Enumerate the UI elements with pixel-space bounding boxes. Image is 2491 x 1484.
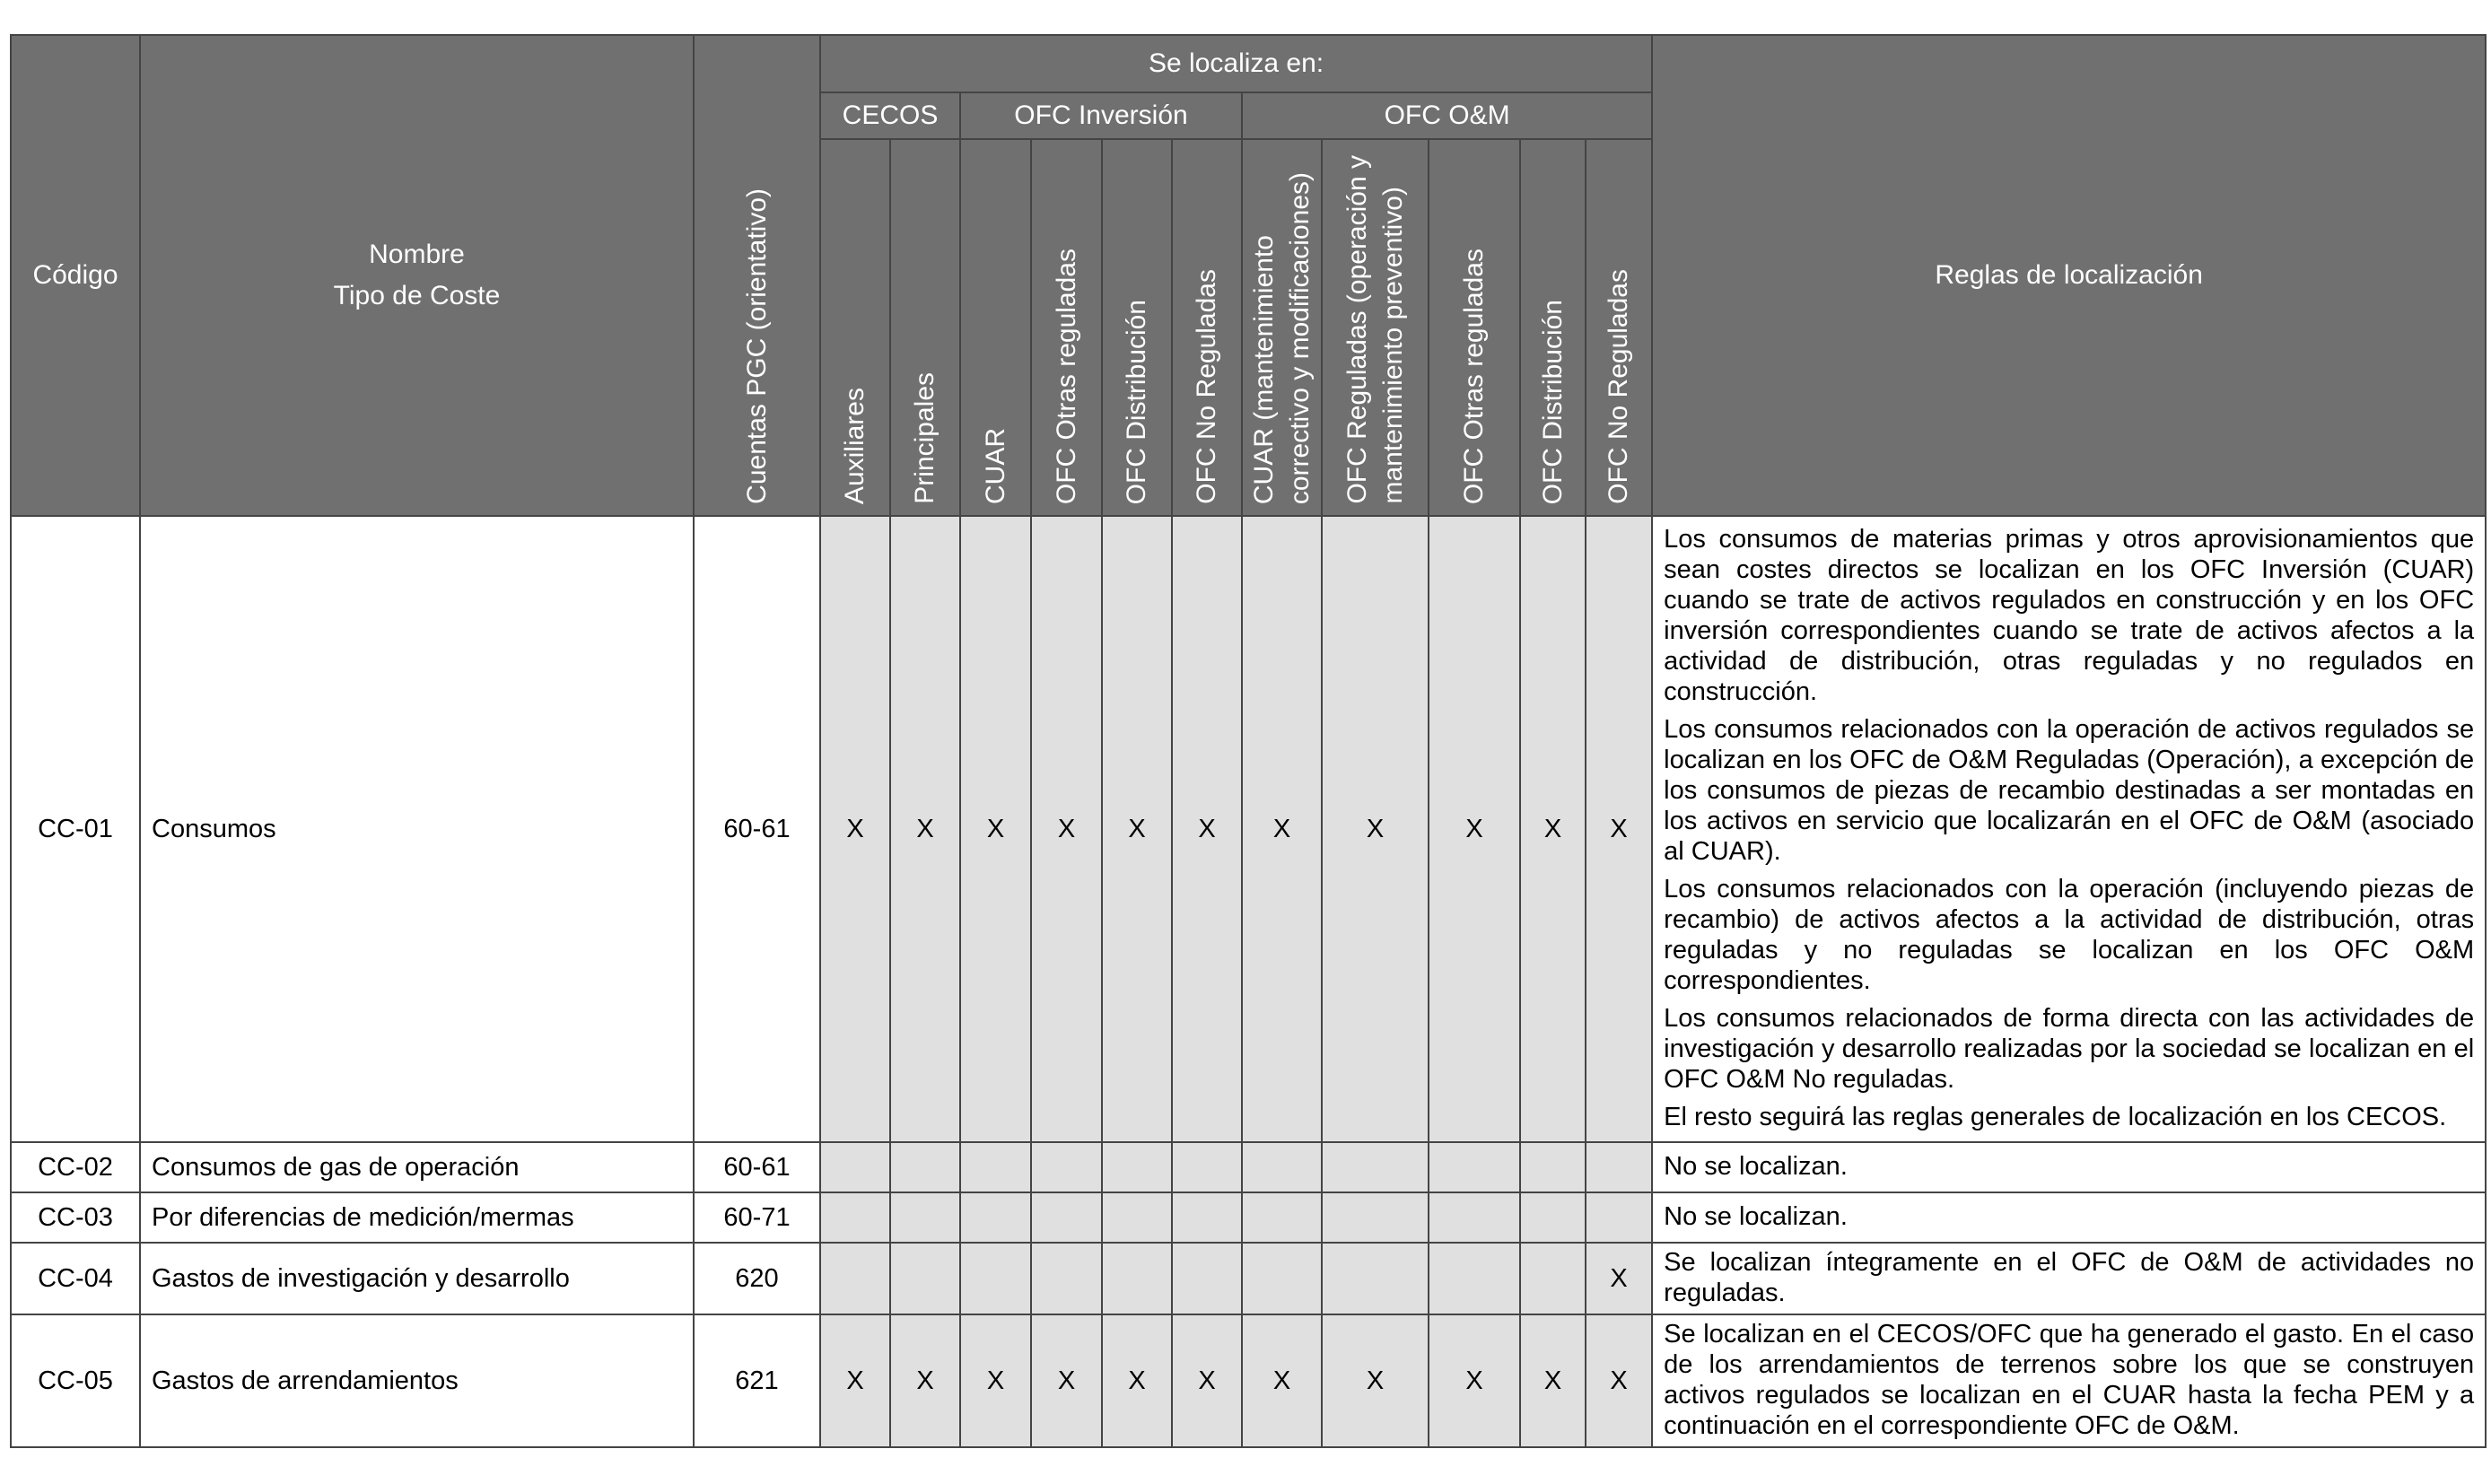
cost-allocation-table — [10, 34, 2487, 1448]
header-col-om-otras-reguladas: OFC Otras reguladas — [1429, 139, 1520, 516]
row-mark: X — [960, 516, 1031, 1142]
row-reglas — [1652, 1243, 2486, 1314]
row-mark — [1322, 1192, 1429, 1243]
row-codigo: CC-03 — [11, 1192, 140, 1243]
row-cuentas: 60-61 — [694, 516, 820, 1142]
row-nombre: Gastos de investigación y desarrollo — [140, 1243, 694, 1314]
row-mark — [1586, 1192, 1652, 1243]
header-col-inv-no-reguladas: OFC No Reguladas — [1172, 139, 1242, 516]
row-reglas — [1652, 516, 2486, 1142]
row-mark — [1031, 1192, 1102, 1243]
header-cuentas — [694, 35, 820, 516]
row-mark — [1172, 1243, 1242, 1314]
header-col-om-cuar-text: CUAR (mantenimiento correctivo y modificaciones) — [1248, 171, 1315, 504]
row-mark — [820, 1192, 890, 1243]
row-mark — [960, 1192, 1031, 1243]
header-reglas: Reglas de localización — [1652, 35, 2486, 516]
row-mark — [890, 1243, 960, 1314]
row-mark: X — [1102, 1314, 1172, 1447]
row-mark — [1322, 1142, 1429, 1192]
row-mark: X — [1586, 516, 1652, 1142]
row-codigo: CC-05 — [11, 1314, 140, 1447]
header-group-ofc-om: OFC O&M — [1242, 92, 1652, 139]
row-mark: X — [1172, 1314, 1242, 1447]
table-row — [11, 1243, 2486, 1314]
row-mark — [890, 1192, 960, 1243]
row-mark: X — [1586, 1314, 1652, 1447]
header-col-om-reguladas-text: OFC Reguladas (operación y mantenimiento preventivo) — [1342, 155, 1408, 504]
row-mark — [1242, 1142, 1322, 1192]
row-cuentas: 620 — [694, 1243, 820, 1314]
row-mark — [1102, 1192, 1172, 1243]
rule-paragraph: Los consumos relacionados con la operación de activos regulados se localizan en los OFC de O&M Reguladas (Operación), a excepción de los consumos de piezas de recambio destinadas a ser montadas en los activos en servicio que localizarán en el OFC de O&M (asociado al CUAR). — [1664, 715, 2475, 866]
rule-paragraph: Los consumos relacionados con la operación (incluyendo piezas de recambio) de activos afectos a la actividad de distribución, otras reguladas y no reguladas se localizan en los OFC O&M correspondientes. — [1664, 875, 2475, 995]
header-col-auxiliares: Auxiliares — [820, 139, 890, 516]
row-mark — [960, 1243, 1031, 1314]
rule-paragraph: No se localizan. — [1664, 1152, 1848, 1181]
row-reglas — [1652, 1314, 2486, 1447]
row-mark: X — [1586, 1243, 1652, 1314]
table-row — [11, 1314, 2486, 1447]
header-col-inv-distribucion: OFC Distribución — [1102, 139, 1172, 516]
row-mark — [1520, 1243, 1586, 1314]
row-mark: X — [1322, 1314, 1429, 1447]
row-mark: X — [1242, 1314, 1322, 1447]
table-row — [11, 516, 2486, 1142]
table-row — [11, 1192, 2486, 1243]
row-mark: X — [820, 1314, 890, 1447]
row-codigo: CC-04 — [11, 1243, 140, 1314]
header-nombre-line2: Tipo de Coste — [333, 281, 501, 310]
row-mark: X — [1102, 516, 1172, 1142]
row-mark: X — [1242, 516, 1322, 1142]
row-mark — [1172, 1142, 1242, 1192]
row-mark — [1429, 1142, 1520, 1192]
header-col-om-cuar — [1242, 139, 1322, 516]
header-col-om-no-reguladas: OFC No Reguladas — [1586, 139, 1652, 516]
row-mark — [1172, 1192, 1242, 1243]
row-mark: X — [1031, 516, 1102, 1142]
row-nombre: Consumos — [140, 516, 694, 1142]
rule-paragraph: El resto seguirá las reglas generales de localización en los CECOS. — [1664, 1103, 2447, 1131]
row-reglas — [1652, 1192, 2486, 1243]
row-mark: X — [890, 516, 960, 1142]
row-mark: X — [1322, 516, 1429, 1142]
header-col-om-distribucion: OFC Distribución — [1520, 139, 1586, 516]
header-col-principales: Principales — [890, 139, 960, 516]
header-nombre-line1: Nombre — [369, 240, 465, 269]
row-nombre: Por diferencias de medición/mermas — [140, 1192, 694, 1243]
row-mark — [1102, 1142, 1172, 1192]
row-cuentas: 60-71 — [694, 1192, 820, 1243]
row-nombre: Gastos de arrendamientos — [140, 1314, 694, 1447]
rule-paragraph: Se localizan en el CECOS/OFC que ha generado el gasto. En el caso de los arrendamientos de terrenos sobre los que se construyen activos regulados se localizan en el CUAR hasta la fecha PEM y a continuación en el correspondiente OFC de O&M. — [1664, 1320, 2475, 1440]
header-nombre — [140, 35, 694, 516]
row-mark — [1242, 1243, 1322, 1314]
row-mark: X — [1429, 1314, 1520, 1447]
row-codigo: CC-02 — [11, 1142, 140, 1192]
row-mark — [960, 1142, 1031, 1192]
row-reglas — [1652, 1142, 2486, 1192]
row-mark — [820, 1142, 890, 1192]
table-header — [11, 35, 2486, 516]
header-codigo: Código — [11, 35, 140, 516]
row-mark — [1322, 1243, 1429, 1314]
row-mark — [1102, 1243, 1172, 1314]
header-cuentas-label: Cuentas PGC (orientativo) — [741, 188, 772, 504]
table-row — [11, 1142, 2486, 1192]
row-mark: X — [1031, 1314, 1102, 1447]
row-mark: X — [890, 1314, 960, 1447]
row-mark — [1586, 1142, 1652, 1192]
rule-paragraph: No se localizan. — [1664, 1202, 1848, 1231]
row-cuentas: 621 — [694, 1314, 820, 1447]
row-nombre: Consumos de gas de operación — [140, 1142, 694, 1192]
row-cuentas: 60-61 — [694, 1142, 820, 1192]
row-mark: X — [820, 516, 890, 1142]
row-mark: X — [1520, 516, 1586, 1142]
header-group-ofc-inversion: OFC Inversión — [960, 92, 1242, 139]
rule-paragraph: Los consumos relacionados de forma directa con las actividades de investigación y desarrollo realizadas por la sociedad se localizan en el OFC O&M No reguladas. — [1664, 1004, 2475, 1094]
row-mark — [1031, 1142, 1102, 1192]
header-col-cuar: CUAR — [960, 139, 1031, 516]
header-col-inv-otras-reguladas: OFC Otras reguladas — [1031, 139, 1102, 516]
row-mark: X — [1429, 516, 1520, 1142]
row-mark — [1242, 1192, 1322, 1243]
row-mark — [1429, 1243, 1520, 1314]
row-mark — [1520, 1192, 1586, 1243]
row-mark — [890, 1142, 960, 1192]
header-col-om-reguladas — [1322, 139, 1429, 516]
row-mark — [1520, 1142, 1586, 1192]
cost-allocation-table-wrapper — [10, 34, 2487, 1448]
row-mark: X — [1172, 516, 1242, 1142]
rule-paragraph: Los consumos de materias primas y otros aprovisionamientos que sean costes directos se localizan en los OFC Inversión (CUAR) cuando se trate de activos regulados en construcción y en los OFC inversión correspondientes cuando se trate de activos afectos a la actividad de distribución, otras reguladas y no regulados en construcción. — [1664, 525, 2475, 706]
row-mark: X — [960, 1314, 1031, 1447]
row-mark — [1031, 1243, 1102, 1314]
row-codigo: CC-01 — [11, 516, 140, 1142]
rule-paragraph: Se localizan íntegramente en el OFC de O&M de actividades no reguladas. — [1664, 1248, 2475, 1307]
header-group-cecos: CECOS — [820, 92, 960, 139]
row-mark: X — [1520, 1314, 1586, 1447]
header-se-localiza: Se localiza en: — [820, 35, 1652, 92]
table-body — [11, 516, 2486, 1447]
row-mark — [820, 1243, 890, 1314]
row-mark — [1429, 1192, 1520, 1243]
